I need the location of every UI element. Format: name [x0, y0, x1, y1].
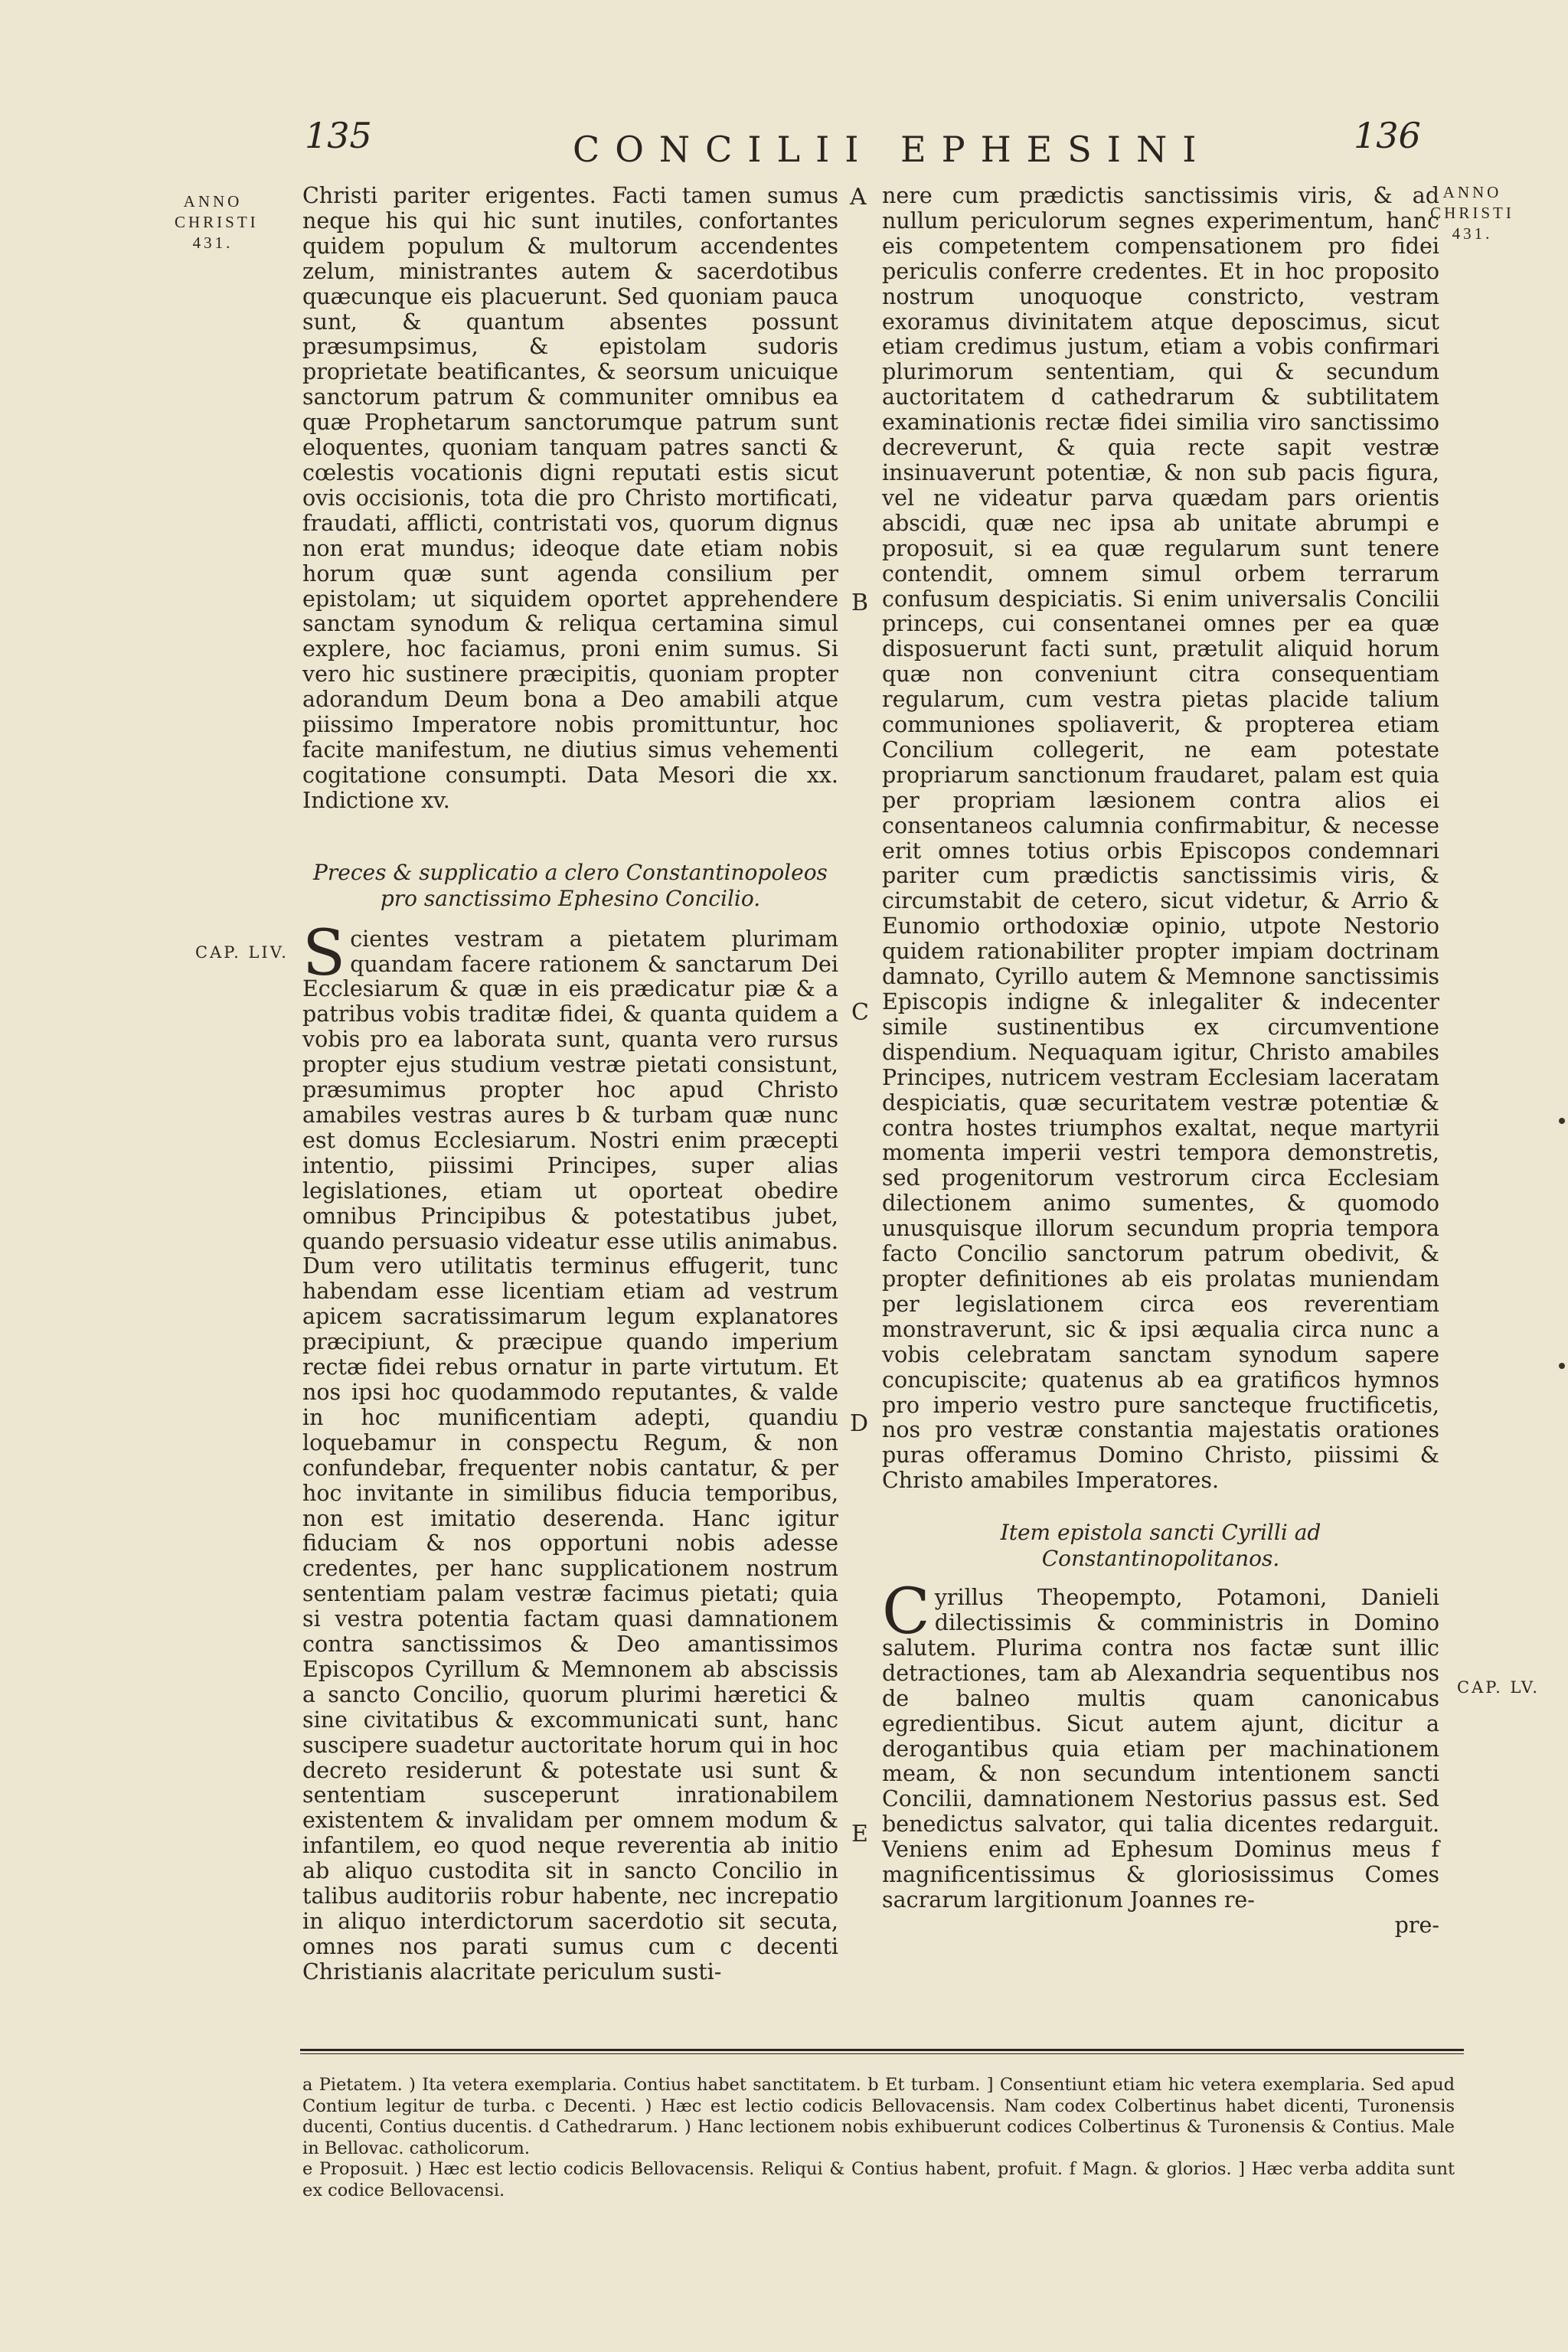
left-paragraph-1: Christi pariter erigentes. Facti tamen sumus neque his qui hic sunt inutiles, confortantes quidem populum & multorum accendentes zelum, ministrantes autem & sacerdotibus quæcunque eis placuerunt. Sed quoniam pauca sunt, & quantum absentes possunt præsumpsimus, & epistolam sudoris proprietate beatificantes, & seorsum unicuique sanctorum patrum & communiter omnibus ea quæ Prophetarum sanctorumque patrum sunt eloquentes, quoniam tanquam patres sancti & cœlestis vocationis digni reputati estis sicut ovis occisionis, tota die pro Christo mortificati, fraudati, afflicti, contristati vos, quorum dignus non erat mundus; ideoque date etiam nobis horum quæ sunt agenda consilium per epistolam; ut siquidem oportet apprehendere sanctam synodum & reliqua certamina simul explere, hoc faciamus, proni enim sumus. Si vero hic sustinere præcipitis, quoniam propter adorandum Deum bona a Deo amabili atque piissimo Imperatore nobis promittuntur, hoc facite manifestum, ne diutius simus vehementi cogitatione consumpti. Data Mesori die xx. Indictione xv. — [302, 183, 838, 813]
margin-marker-e: E — [851, 1821, 868, 1847]
catchword: pre- — [1394, 1912, 1439, 1938]
running-title: CONCILII EPHESINI — [573, 129, 1212, 170]
drop-cap-s: S — [302, 916, 346, 990]
right-paragraph-2-text: yrillus Theopempto, Potamoni, Danieli dilectissimis & comministris in Domino salutem. Plurima contra nos factæ sunt illic detractiones, tam ab Alexandria sequentibus nos de balneo multis quam canonicabus egredientibus. Sicut autem ajunt, dicitur a derogantibus quia etiam per machinationem meam, & non secundum intentionem sancti Concilii, damnationem Nestorius passus est. Sed benedictus salvator, qui talia dicentes redarguit. Veniens enim ad Ephesum Dominus meus f magnificentissimus & gloriosissimus Comes sacrarum largitionum Joannes re- — [882, 1585, 1439, 1913]
right-section-heading: Item epistola sancti Cyrilli ad Constantinopolitanos. — [1000, 1520, 1321, 1572]
chapter-label-left: CAP. LIV. — [195, 943, 289, 962]
footnote-block-2: e Proposuit. ) Hæc est lectio codicis Bellovacensis. Reliqui & Contius habent, profuit. f Magn. & glorios. ] Hæc verba addita sunt ex codice Bellovacensi. — [302, 2159, 1455, 2200]
page-number-right: 136 — [1354, 115, 1421, 156]
chapter-label-right: CAP. LV. — [1457, 1678, 1540, 1697]
left-column — [302, 184, 838, 1985]
left-section-heading: Preces & supplicatio a clero Constantinopoleos pro sanctissimo Ephesino Concilio. — [313, 859, 828, 911]
footnotes — [302, 2075, 1455, 2202]
edge-mark — [1559, 1118, 1565, 1124]
page-number-left: 135 — [305, 115, 372, 156]
drop-cap-c: C — [882, 1576, 930, 1649]
footnote-rule — [300, 2049, 1464, 2051]
margin-marker-b: B — [851, 590, 869, 616]
footnote-rule-thin — [300, 2053, 1464, 2054]
margin-marker-d: D — [850, 1410, 869, 1437]
anno-christi-right: ANNO CHRISTI 431. — [1430, 183, 1514, 243]
right-column — [882, 184, 1439, 1939]
right-paragraph-2 — [882, 1576, 1439, 1913]
right-paragraph-1: nere cum prædictis sanctissimis viris, & ad nullum periculorum segnes experimentum, hanc eis competentem compensationem pro fidei periculis conferre credentes. Et in hoc proposito nostrum unoquoque constricto, vestram exoramus divinitatem atque deposcimus, sicut etiam credimus justum, etiam a vobis confirmari plurimorum sententiam, qui & secundum auctoritatem d cathedrarum & subtilitatem examinationis rectæ fidei similia viro sanctissimo decreverunt, & quia recte sapit vestræ insinuaverunt potentiæ, & non sub pacis figura, vel ne videatur parva quædam pars orientis abscidi, quæ nec ipsa ab unitate abrumpi e proposuit, si ea quæ regularum sunt tenere contendit, omnem simul orbem terrarum confusum despiciatis. Si enim universalis Concilii princeps, cui consentanei omnes per ea quæ disposuerunt facti sunt, prætulit aliquid horum quæ non conveniunt citra consequentiam regularum, cum vestra pietas placide talium communiones spoliaverit, & propterea etiam Concilium collegerit, ne eam potestate propriarum sanctionum fraudaret, palam est quia per propriam læsionem contra alios ei consentaneos calumnia confirmabitur, & necesse erit omnes totius orbis Episcopos condemnari pariter cum prædictis sanctissimis viris, & circumstabit de cetero, sicut videtur, & Arrio & Eunomio orthodoxiæ opinio, utpote Nestorio quidem rationabiliter propter impiam doctrinam damnato, Cyrillo autem & Memnone sanctissimis Episcopis indigne & inlegaliter & indecenter simile sustinentibus ex circumventione dispendium. Nequaquam igitur, Christo amabiles Principes, nutricem vestram Ecclesiam laceratam despiciatis, quæ securitatem vestræ potentiæ & contra hostes triumphos exaltat, neque martyrii momenta imperii vestri tempora demonstretis, sed progenitorum vestrorum circa Ecclesiam dilectionem animo sumentes, & quomodo unusquisque illorum secundum propria tempora facto Concilio sanctorum patrum obedivit, & propter definitiones ab eis prolatas muniendam per legislationem circa eos reverentiam monstraverunt, sic & ipsi æqualia circa nunc a vobis celebratam sanctam synodum sapere concupiscite; quatenus ab ea gratificos hymnos pro imperio vestro pure sancteque fructificetis, nos pro vestræ constantia majestatis orationes puras offeramus Domino Christo, piissimi & Christo amabiles Imperatores. — [882, 183, 1439, 1494]
margin-marker-c: C — [851, 999, 869, 1026]
anno-christi-left: ANNO CHRISTI 431. — [175, 192, 259, 252]
left-paragraph-2 — [302, 916, 838, 1985]
edge-mark — [1559, 1363, 1565, 1369]
margin-marker-a: A — [850, 184, 867, 211]
footnote-block-1: a Pietatem. ) Ita vetera exemplaria. Contius habet sanctitatem. b Et turbam. ] Consentiunt etiam hic vetera exemplaria. Sed apud Contium legitur de turba. c Decenti. ) Hæc est lectio codicis Bellovacensis. Nam codex Colbertinus habet dicenti, Turonensis ducenti, Contius ducentis. d Cathedrarum. ) Hanc lectionem nobis exhibuerunt codices Colbertinus & Turonensis & Contius. Male in Bellovac. catholicorum. — [302, 2075, 1455, 2158]
left-paragraph-2-text: cientes vestram a pietatem plurimam quandam facere rationem & sanctarum Dei Ecclesiarum & quæ in eis prædicatur piæ & a patribus vobis traditæ fidei, & quanta quidem a vobis pro ea laborata sunt, quanta vero rursus propter ejus studium vestræ pietati consistunt, præsumimus propter hoc apud Christo amabiles vestras aures b & turbam quæ nunc est domus Ecclesiarum. Nostri enim præcepti intentio, piissimi Principes, super alias legislationes, etiam ut oporteat obedire omnibus Principibus & potestatibus jubet, quando persuasio videatur esse utilis animabus. Dum vero utilitatis terminus effugerit, tunc habendam esse licentiam etiam ad vestrum apicem sacratissimarum legum explanatores præcipiunt, & præcipue quando imperium rectæ fidei rebus ornatur in parte virtutum. Et nos ipsi hoc quodammodo reputantes, & valde in hoc munificentiam adepti, quandiu loquebamur in conspectu Regum, & non confundebar, frequenter nobis cantatur, & per hoc invitante in similibus fiducia temporibus, non est imitatio deserenda. Hanc igitur fiduciam & nos opportuni nobis adesse credentes, per hanc supplicationem nostrum sententiam palam vestræ facimus pietati; quia si vestra potentia factam quasi damnationem contra sanctissimos & Deo amantissimos Episcopos Cyrillum & Memnonem ab abscissis a sancto Concilio, quorum plurimi hæretici & sine civitatibus & excommunicati sunt, hanc suscipere suadetur auctoritate horum qui in hoc decreto residerunt & potestate usi sunt & sententiam susceperunt inrationabilem existentem & invalidam per omnem modum & infantilem, eo quod neque reverentia ab initio ab aliquo custodita sit in sancto Concilio in talibus auditoriis robur habente, nec increpatio in aliquo interdictorum sacerdotio sit secuta, omnes nos parati sumus cum c decenti Christianis alacritate periculum susti- — [302, 926, 838, 1984]
